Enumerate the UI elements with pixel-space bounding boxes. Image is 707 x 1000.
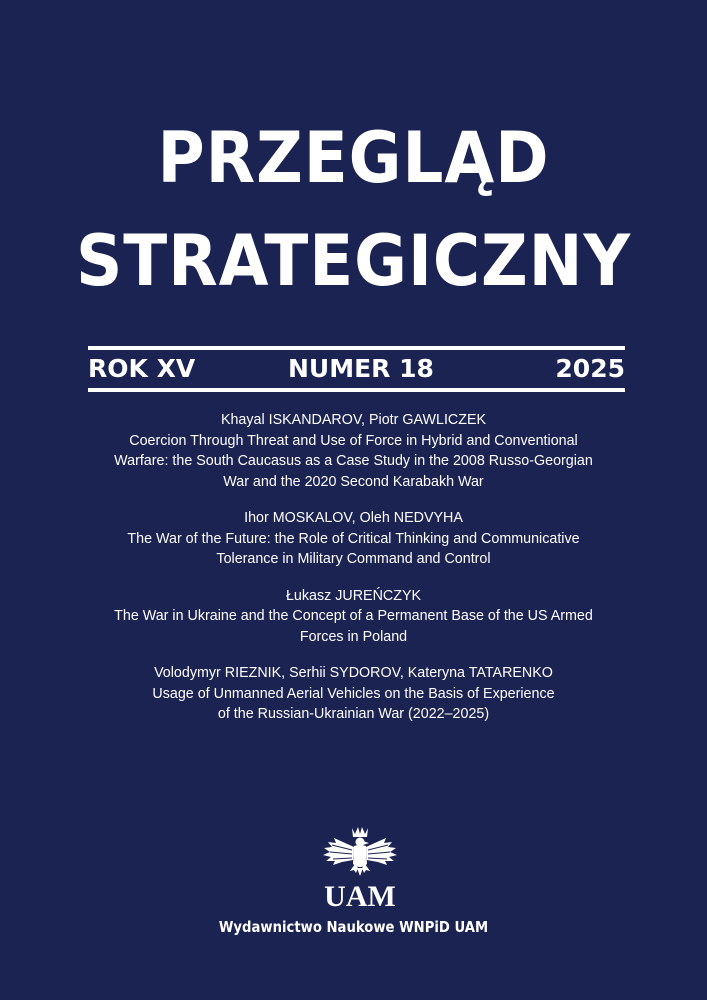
article-title-line: War and the 2020 Second Karabakh War [223, 473, 484, 490]
article-title-line: Usage of Unmanned Aerial Vehicles on the Basis of Experience [152, 685, 555, 702]
journal-title-line-1: PRZEGLĄD [157, 117, 550, 199]
bottom-rule [88, 388, 625, 392]
article-entry [60, 410, 647, 492]
uam-logo [320, 824, 400, 910]
article-title-line: Tolerance in Military Command and Control [216, 551, 491, 567]
article-authors: Ihor MOSKALOV, Oleh NEDVYHA [244, 510, 463, 526]
article-title-line: of the Russian-Ukrainian War (2022–2025) [217, 706, 490, 722]
article-title-line: Warfare: the South Caucasus as a Case Study in the 2008 Russo-Georgian [114, 453, 593, 469]
article-title-line: The War in Ukraine and the Concept of a Permanent Base of the US Armed [114, 608, 593, 624]
issue-number-label: NUMER 18 [288, 354, 434, 383]
article-title-line: Coercion Through Threat and Use of Force in Hybrid and Conventional [129, 432, 578, 449]
article-authors: Khayal ISKANDAROV, Piotr GAWLICZEK [220, 412, 487, 428]
uam-logo-text: UAM [324, 880, 396, 910]
article-title-line: Forces in Poland [299, 628, 408, 645]
article-entry [60, 508, 647, 570]
article-title-line: The War of the Future: the Role of Critical Thinking and Communicative [127, 530, 580, 547]
top-rule [88, 346, 625, 350]
publisher-name: Wydawnictwo Naukowe WNPiD UAM [218, 918, 489, 936]
volume-label: ROK XV [88, 354, 196, 383]
eagle-icon [323, 827, 397, 876]
table-of-contents [60, 410, 647, 741]
article-authors: Volodymyr RIEZNIK, Serhii SYDOROV, Kateryna TATARENKO [154, 665, 553, 681]
article-entry [60, 663, 647, 725]
journal-title-line-2: STRATEGICZNY [75, 220, 632, 302]
article-entry [60, 586, 647, 648]
issue-info-row [88, 352, 625, 386]
article-authors: Łukasz JUREŃCZYK [285, 587, 422, 604]
issue-year: 2025 [555, 354, 625, 383]
